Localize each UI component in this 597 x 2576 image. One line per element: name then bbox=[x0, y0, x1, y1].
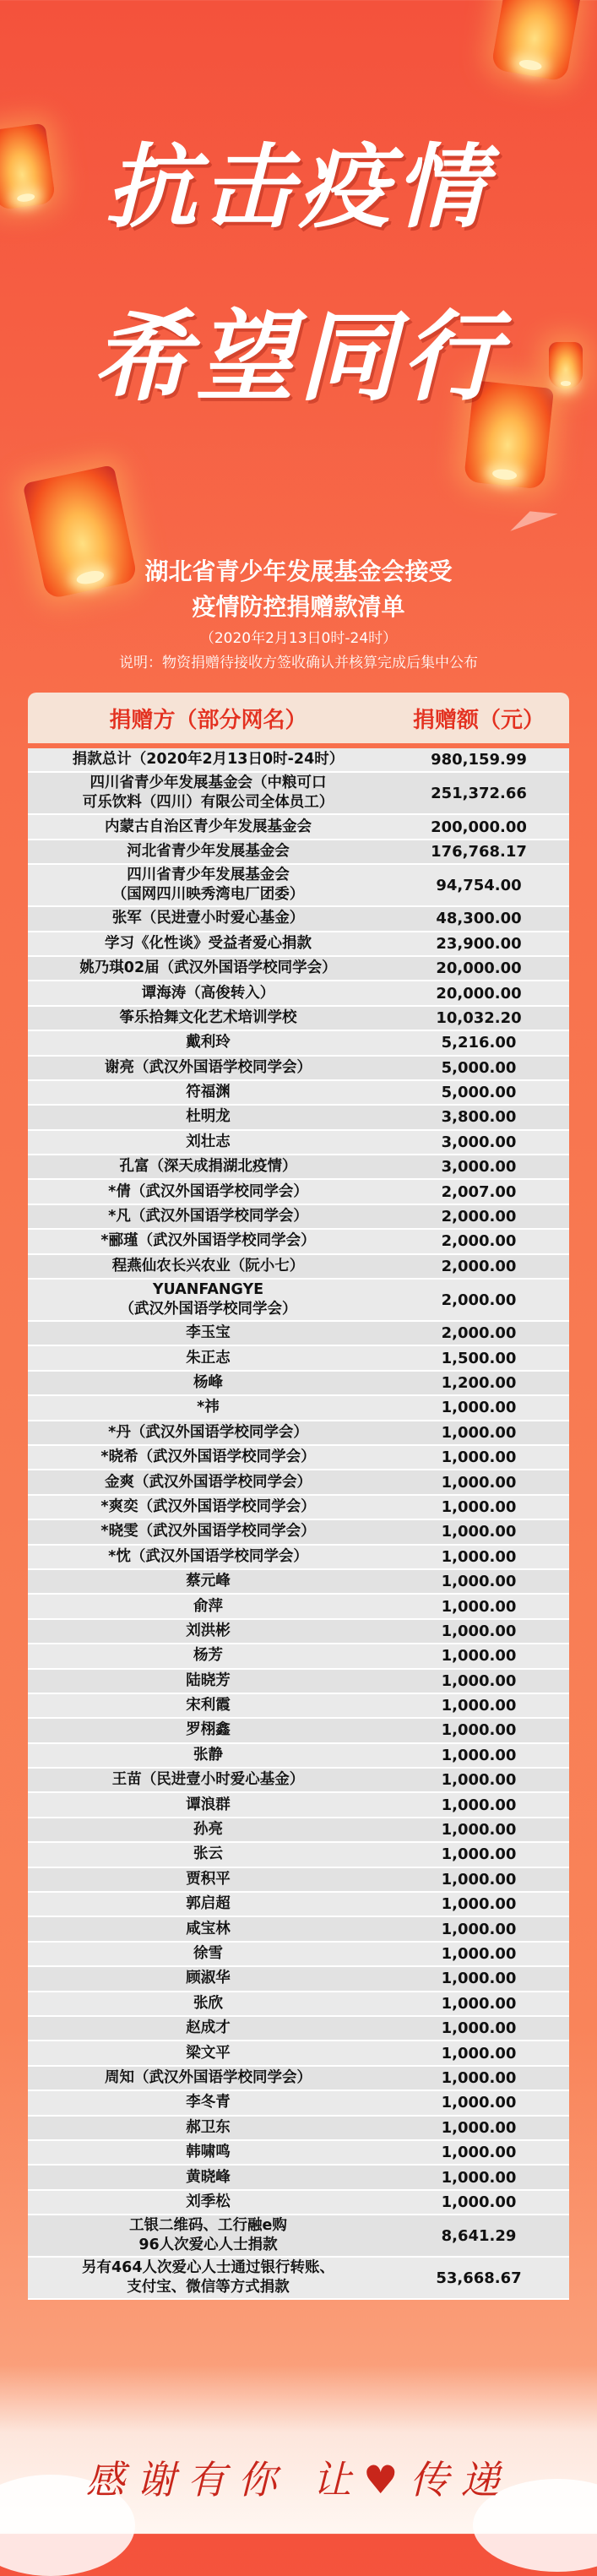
donation-amount: 1,000.00 bbox=[441, 1821, 517, 1840]
column-header-donor: 捐赠方（部分网名） bbox=[109, 707, 307, 733]
headline-line1: 抗击疫情 bbox=[106, 134, 491, 241]
donation-amount: 1,500.00 bbox=[441, 1349, 517, 1367]
footer-slogan: 感谢有你 让♥传递 bbox=[85, 2457, 512, 2503]
donation-amount: 5,216.00 bbox=[441, 1034, 517, 1052]
table-row bbox=[28, 1719, 569, 1743]
donor-name: 徐雪 bbox=[193, 1944, 223, 1962]
donation-amount: 200,000.00 bbox=[431, 818, 527, 836]
donor-name: *晓希（武汉外国语学校同学会） bbox=[100, 1448, 316, 1466]
donor-name: 周知（武汉外国语学校同学会） bbox=[105, 2068, 312, 2086]
table-row bbox=[28, 815, 569, 840]
donor-name: 谭海涛（高俊转入） bbox=[141, 984, 275, 1002]
donor-name: 罗栩鑫 bbox=[186, 1721, 231, 1739]
table-row bbox=[28, 2258, 569, 2300]
donor-name: 四川省青少年发展基金会（中粮可口 可乐饮料（四川）有限公司全体员工） bbox=[82, 774, 334, 812]
donation-amount: 1,000.00 bbox=[441, 1573, 517, 1591]
donor-name: 杜明龙 bbox=[186, 1108, 231, 1126]
donor-name: *倩（武汉外国语学校同学会） bbox=[108, 1182, 308, 1200]
donation-amount: 1,000.00 bbox=[441, 1796, 517, 1814]
table-row bbox=[28, 2091, 569, 2116]
subtitle-note: 说明：物资捐赠待接收方签收确认并核算完成后集中公布 bbox=[119, 655, 478, 671]
donation-table bbox=[28, 693, 569, 2300]
donation-amount: 1,000.00 bbox=[441, 1920, 517, 1938]
donor-name: 刘季松 bbox=[186, 2193, 231, 2210]
donor-name: 贾积平 bbox=[186, 1870, 231, 1888]
donation-amount: 2,000.00 bbox=[441, 1232, 517, 1251]
donor-name: 刘洪彬 bbox=[186, 1622, 231, 1639]
table-row bbox=[28, 2117, 569, 2141]
donation-amount: 1,000.00 bbox=[441, 1547, 517, 1566]
table-row bbox=[28, 1031, 569, 1056]
subtitle-date: （2020年2月13日0时-24时） bbox=[199, 630, 398, 647]
donation-amount: 1,000.00 bbox=[441, 2094, 517, 2112]
donor-name: *忱（武汉外国语学校同学会） bbox=[108, 1547, 308, 1565]
donation-amount: 1,000.00 bbox=[441, 2044, 517, 2062]
table-row bbox=[28, 1155, 569, 1180]
donor-name: 郭启超 bbox=[186, 1895, 231, 1913]
donor-name: 筝乐拾舞文化艺术培训学校 bbox=[119, 1008, 297, 1026]
table-row bbox=[28, 1843, 569, 1867]
donation-amount: 1,000.00 bbox=[441, 2193, 517, 2211]
table-row bbox=[28, 865, 569, 907]
donation-amount: 5,000.00 bbox=[441, 1084, 517, 1102]
table-row bbox=[28, 1868, 569, 1893]
table-row bbox=[28, 981, 569, 1006]
donation-amount: 1,000.00 bbox=[441, 1473, 517, 1492]
donation-amount: 1,000.00 bbox=[441, 1895, 517, 1914]
table-row bbox=[28, 1520, 569, 1545]
donation-amount: 1,000.00 bbox=[441, 1944, 517, 1963]
subtitle-line2: 疫情防控捐赠款清单 bbox=[192, 593, 405, 621]
donor-name: 宋利霞 bbox=[186, 1697, 231, 1715]
table-row bbox=[28, 1943, 569, 1967]
donor-name: 符福渊 bbox=[186, 1084, 231, 1101]
table-row bbox=[28, 2191, 569, 2215]
donation-amount: 8,641.29 bbox=[441, 2226, 517, 2245]
table-row bbox=[28, 2166, 569, 2190]
donor-name: 韩啸鸣 bbox=[186, 2144, 231, 2161]
donor-name: *凡（武汉外国语学校同学会） bbox=[108, 1208, 308, 1226]
table-row bbox=[28, 1205, 569, 1230]
table-row bbox=[28, 1230, 569, 1254]
donor-name: 另有464人次爱心人士通过银行转账、 支付宝、微信等方式捐款 bbox=[81, 2259, 335, 2296]
table-row bbox=[28, 1818, 569, 1843]
table-row bbox=[28, 1346, 569, 1371]
table-row bbox=[28, 1670, 569, 1694]
donor-name: 程燕仙农长兴农业（阮小七） bbox=[111, 1257, 305, 1274]
table-row bbox=[28, 1917, 569, 1942]
donation-amount: 980,159.99 bbox=[431, 751, 527, 769]
donor-name: 学习《化性谈》受益者爱心捐款 bbox=[105, 934, 312, 952]
table-row bbox=[28, 748, 569, 773]
table-row bbox=[28, 1446, 569, 1470]
donor-name: 黄晓峰 bbox=[186, 2168, 231, 2186]
table-row bbox=[28, 1769, 569, 1793]
donation-amount: 1,000.00 bbox=[441, 1845, 517, 1864]
table-row bbox=[28, 1644, 569, 1669]
donation-amount: 1,000.00 bbox=[441, 1622, 517, 1640]
table-row bbox=[28, 1131, 569, 1155]
donation-amount: 1,000.00 bbox=[441, 1448, 517, 1467]
table-row bbox=[28, 1280, 569, 1322]
table-row bbox=[28, 2041, 569, 2066]
donation-amount: 2,000.00 bbox=[441, 1324, 517, 1343]
donor-name: 张军（民进壹小时爱心基金） bbox=[111, 910, 305, 927]
donor-name: 蔡元峰 bbox=[186, 1573, 231, 1590]
donation-amount: 10,032.20 bbox=[436, 1008, 522, 1027]
donation-amount: 1,000.00 bbox=[441, 1870, 517, 1889]
donor-name: 四川省青少年发展基金会 （国网四川映秀湾电厂团委） bbox=[111, 867, 305, 904]
donor-name: 俞萍 bbox=[193, 1597, 223, 1615]
table-body bbox=[28, 748, 569, 2300]
donation-amount: 1,000.00 bbox=[441, 1746, 517, 1764]
donation-amount: 94,754.00 bbox=[436, 876, 522, 894]
table-row bbox=[28, 2215, 569, 2258]
table-row bbox=[28, 1421, 569, 1446]
donation-amount: 48,300.00 bbox=[436, 910, 522, 928]
donor-name: *爽奕（武汉外国语学校同学会） bbox=[100, 1497, 316, 1515]
donation-amount: 1,000.00 bbox=[441, 1671, 517, 1690]
table-row bbox=[28, 1967, 569, 1992]
donation-amount: 20,000.00 bbox=[436, 959, 522, 978]
table-row bbox=[28, 1496, 569, 1520]
donor-name: 河北省青少年发展基金会 bbox=[127, 842, 290, 860]
donor-name: 张静 bbox=[193, 1746, 223, 1764]
donation-amount: 1,200.00 bbox=[441, 1374, 517, 1392]
table-row bbox=[28, 1694, 569, 1719]
donation-amount: 2,000.00 bbox=[441, 1257, 517, 1275]
donor-name: 张欣 bbox=[193, 1994, 223, 2012]
donation-amount: 2,007.00 bbox=[441, 1182, 517, 1201]
donation-amount: 20,000.00 bbox=[436, 984, 522, 1003]
donor-name: 内蒙古自治区青少年发展基金会 bbox=[105, 818, 312, 835]
donation-amount: 1,000.00 bbox=[441, 1523, 517, 1541]
donor-name: 谢亮（武汉外国语学校同学会） bbox=[105, 1058, 312, 1076]
table-row bbox=[28, 1007, 569, 1031]
table-row bbox=[28, 1081, 569, 1106]
donor-name: 李冬青 bbox=[186, 2094, 231, 2111]
table-row bbox=[28, 1255, 569, 1280]
donation-amount: 1,000.00 bbox=[441, 2118, 517, 2137]
donation-amount: 23,900.00 bbox=[436, 934, 522, 953]
table-row bbox=[28, 957, 569, 981]
donor-name: 戴利玲 bbox=[186, 1034, 231, 1052]
table-row bbox=[28, 907, 569, 932]
donation-amount: 3,000.00 bbox=[441, 1158, 517, 1177]
table-row bbox=[28, 1620, 569, 1644]
donor-name: 孔富（深天成捐湖北疫情） bbox=[119, 1158, 297, 1176]
table-header bbox=[28, 693, 569, 743]
donation-amount: 5,000.00 bbox=[441, 1058, 517, 1077]
donor-name: *郦瑾（武汉外国语学校同学会） bbox=[100, 1232, 316, 1250]
donor-name: 孙亮 bbox=[193, 1821, 223, 1839]
airplane-icon bbox=[506, 503, 557, 531]
donor-name: 姚乃琪02届（武汉外国语学校同学会） bbox=[79, 959, 337, 977]
donation-amount: 1,000.00 bbox=[441, 1399, 517, 1417]
table-row bbox=[28, 1322, 569, 1346]
table-row bbox=[28, 1180, 569, 1204]
donation-amount: 1,000.00 bbox=[441, 1970, 517, 1988]
donor-name: 咸宝林 bbox=[186, 1920, 231, 1937]
table-row bbox=[28, 2067, 569, 2091]
donation-amount: 176,768.17 bbox=[431, 842, 527, 861]
table-row bbox=[28, 773, 569, 815]
donation-amount: 251,372.66 bbox=[431, 784, 527, 802]
donor-name: 杨芳 bbox=[193, 1647, 223, 1665]
donor-name: 谭浪群 bbox=[186, 1796, 231, 1813]
table-row bbox=[28, 2141, 569, 2166]
table-row bbox=[28, 1595, 569, 1619]
donation-amount: 1,000.00 bbox=[441, 1647, 517, 1666]
donation-amount: 1,000.00 bbox=[441, 1497, 517, 1516]
donation-amount: 1,000.00 bbox=[441, 2168, 517, 2187]
donation-amount: 1,000.00 bbox=[441, 2019, 517, 2038]
table-row bbox=[28, 1470, 569, 1495]
donation-amount: 2,000.00 bbox=[441, 1291, 517, 1309]
table-row bbox=[28, 840, 569, 865]
donor-name: YUANFANGYE （武汉外国语学校同学会） bbox=[119, 1281, 297, 1318]
donor-name: 刘壮志 bbox=[186, 1133, 231, 1150]
donation-amount: 3,000.00 bbox=[441, 1133, 517, 1151]
donor-name: 杨峰 bbox=[193, 1374, 223, 1391]
table-row bbox=[28, 1570, 569, 1595]
donation-amount: 1,000.00 bbox=[441, 1423, 517, 1442]
donor-name: 捐款总计（2020年2月13日0时-24时） bbox=[72, 751, 345, 769]
table-row bbox=[28, 1793, 569, 1818]
table-row bbox=[28, 1992, 569, 2017]
donor-name: 朱正志 bbox=[186, 1349, 231, 1367]
donor-name: 顾淑华 bbox=[186, 1970, 231, 1987]
donation-amount: 3,800.00 bbox=[441, 1108, 517, 1127]
donor-name: 工银二维码、工行融e购 96人次爱心人士捐款 bbox=[129, 2217, 287, 2254]
donation-amount: 1,000.00 bbox=[441, 1994, 517, 2013]
donor-name: 王苗（民进壹小时爱心基金） bbox=[111, 1771, 305, 1789]
donation-amount: 1,000.00 bbox=[441, 1771, 517, 1790]
table-row bbox=[28, 1893, 569, 1917]
donation-amount: 1,000.00 bbox=[441, 2068, 517, 2087]
donor-name: 李玉宝 bbox=[186, 1324, 231, 1342]
donor-name: 赵成才 bbox=[186, 2019, 231, 2037]
donation-amount: 1,000.00 bbox=[441, 1721, 517, 1740]
donor-name: 陆晓芳 bbox=[186, 1671, 231, 1689]
table-row bbox=[28, 1546, 569, 1570]
donation-amount: 1,000.00 bbox=[441, 1697, 517, 1715]
donor-name: *晓雯（武汉外国语学校同学会） bbox=[100, 1523, 316, 1541]
donor-name: 梁文平 bbox=[186, 2044, 231, 2062]
donation-amount: 1,000.00 bbox=[441, 2144, 517, 2162]
donor-name: 张云 bbox=[193, 1845, 223, 1863]
table-row bbox=[28, 1744, 569, 1769]
donor-name: *祎 bbox=[197, 1399, 220, 1416]
table-row bbox=[28, 1372, 569, 1396]
table-row bbox=[28, 1106, 569, 1130]
donation-amount: 1,000.00 bbox=[441, 1597, 517, 1616]
donation-amount: 2,000.00 bbox=[441, 1208, 517, 1226]
subtitle-line1: 湖北省青少年发展基金会接受 bbox=[144, 557, 453, 585]
sky-lantern-top-right bbox=[491, 0, 582, 82]
column-header-amount: 捐赠额（元） bbox=[412, 707, 545, 733]
headline-line2: 希望同行 bbox=[92, 300, 505, 415]
donation-amount: 53,668.67 bbox=[436, 2269, 522, 2287]
table-row bbox=[28, 932, 569, 957]
table-row bbox=[28, 1396, 569, 1421]
table-row bbox=[28, 1057, 569, 1081]
donor-name: 金爽（武汉外国语学校同学会） bbox=[105, 1473, 312, 1491]
donor-name: 郝卫东 bbox=[186, 2118, 231, 2136]
table-row bbox=[28, 2017, 569, 2041]
donor-name: *丹（武汉外国语学校同学会） bbox=[108, 1423, 308, 1441]
